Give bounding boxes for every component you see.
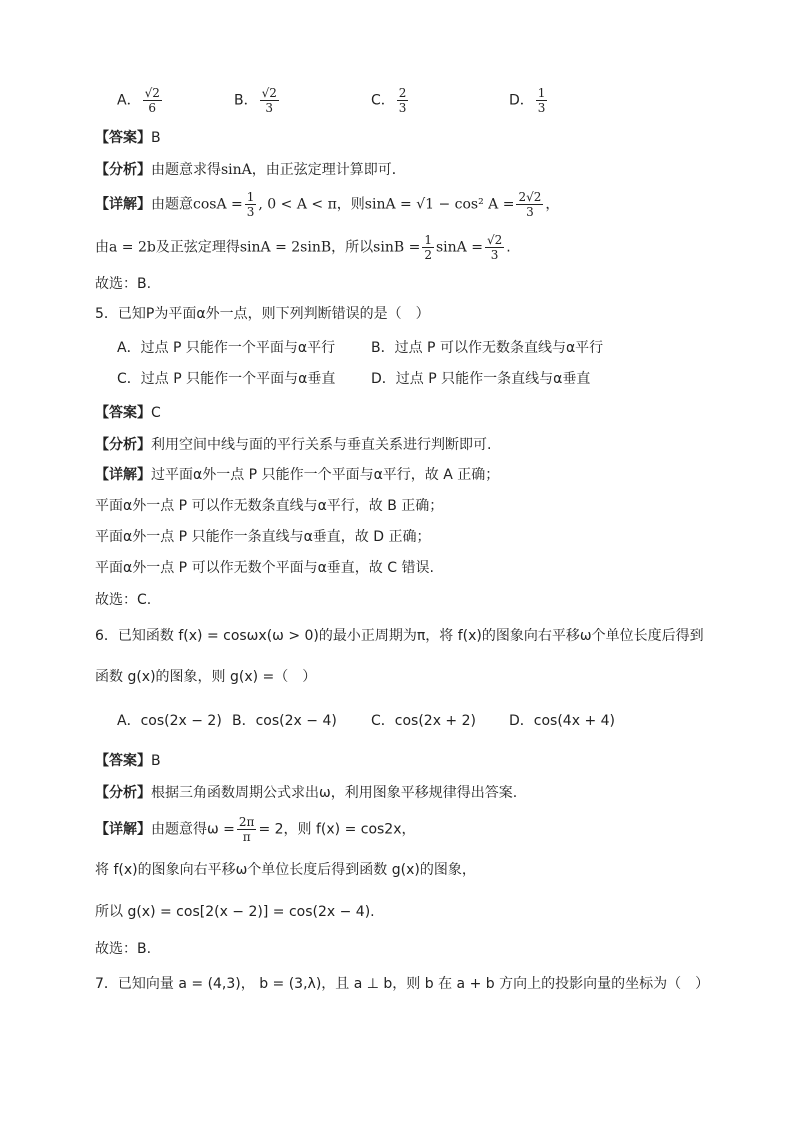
q5-detail-line4: 平面α外一点 P 可以作无数个平面与α垂直，故 C 错误. bbox=[95, 560, 434, 576]
q6-detail-line1: 【详解】由题意得ω = $\frac{2\pi}{\pi}$ = 2，则 f(x) = cos2x， bbox=[95, 815, 416, 844]
q6-stem-line1: 6．已知函数 f(x) = cosωx(ω > 0)的最小正周期为π，将 f(x)的图象向右平移ω个单位长度后得到 bbox=[95, 628, 704, 644]
q5-detail-line2: 平面α外一点 P 可以作无数条直线与α平行，故 B 正确； bbox=[95, 498, 444, 514]
q5-analysis: 【分析】利用空间中线与面的平行关系与垂直关系进行判断即可. bbox=[95, 437, 492, 453]
q4-option-b: B． $\frac{√2}{3}$ bbox=[234, 86, 277, 115]
q5-option-d: D．过点 P 只能作一条直线与α垂直 bbox=[371, 371, 591, 387]
q4-analysis: 【分析】由题意求得sinA，由正弦定理计算即可． bbox=[95, 162, 406, 178]
q6-answer: 【答案】B bbox=[95, 753, 161, 769]
q6-stem-line2: 函数 g(x)的图象，则 g(x) =（ ） bbox=[95, 669, 317, 685]
q4-option-a: A． $\frac{√2}{6}$ bbox=[117, 86, 160, 115]
q5-detail-line1: 【详解】过平面α外一点 P 只能作一个平面与α平行，故 A 正确； bbox=[95, 467, 500, 483]
q4-answer: 【答案】B bbox=[95, 130, 161, 146]
q6-choose: 故选：B. bbox=[95, 941, 152, 957]
q6-option-a: A．cos(2x − 2) bbox=[117, 713, 222, 729]
q5-option-b: B．过点 P 可以作无数条直线与α平行 bbox=[371, 340, 604, 356]
q4-detail-line1: 【详解】由题意cosA = $\frac{1}{3}$ , 0 < A < π，则sinA = √1 − cos² A = $\frac{2√2}{3}$ ， bbox=[95, 190, 560, 219]
q5-answer: 【答案】C bbox=[95, 405, 161, 421]
q6-option-b: B．cos(2x − 4) bbox=[232, 713, 337, 729]
q5-option-c: C．过点 P 只能作一个平面与α垂直 bbox=[117, 371, 336, 387]
q6-option-d: D．cos(4x + 4) bbox=[509, 713, 615, 729]
q6-analysis: 【分析】根据三角函数周期公式求出ω，利用图象平移规律得出答案. bbox=[95, 785, 518, 801]
q7-stem: 7．已知向量 a = (4,3)， b = (3,λ)，且 a ⊥ b，则 b 在 a + b 方向上的投影向量的坐标为（ ） bbox=[95, 976, 710, 992]
q4-choose: 故选：B. bbox=[95, 276, 152, 292]
q6-detail-line2: 将 f(x)的图象向右平移ω个单位长度后得到函数 g(x)的图象， bbox=[95, 862, 476, 878]
q5-detail-line3: 平面α外一点 P 只能作一条直线与α垂直，故 D 正确； bbox=[95, 529, 431, 545]
q6-option-c: C．cos(2x + 2) bbox=[371, 713, 476, 729]
q5-stem: 5．已知P为平面α外一点，则下列判断错误的是（ ） bbox=[95, 306, 430, 322]
q4-option-c: C． $\frac{2}{3}$ bbox=[371, 86, 407, 115]
q4-option-d: D． $\frac{1}{3}$ bbox=[509, 86, 546, 115]
q4-detail-line2: 由a = 2b及正弦定理得sinA = 2sinB，所以sinB = $\frac{1}{2}$ sinA = $\frac{√2}{3}$ . bbox=[95, 233, 511, 262]
q5-choose: 故选：C. bbox=[95, 592, 152, 608]
q6-detail-line3: 所以 g(x) = cos[2(x − 2)] = cos(2x − 4). bbox=[95, 904, 375, 920]
q5-option-a: A．过点 P 只能作一个平面与α平行 bbox=[117, 340, 336, 356]
